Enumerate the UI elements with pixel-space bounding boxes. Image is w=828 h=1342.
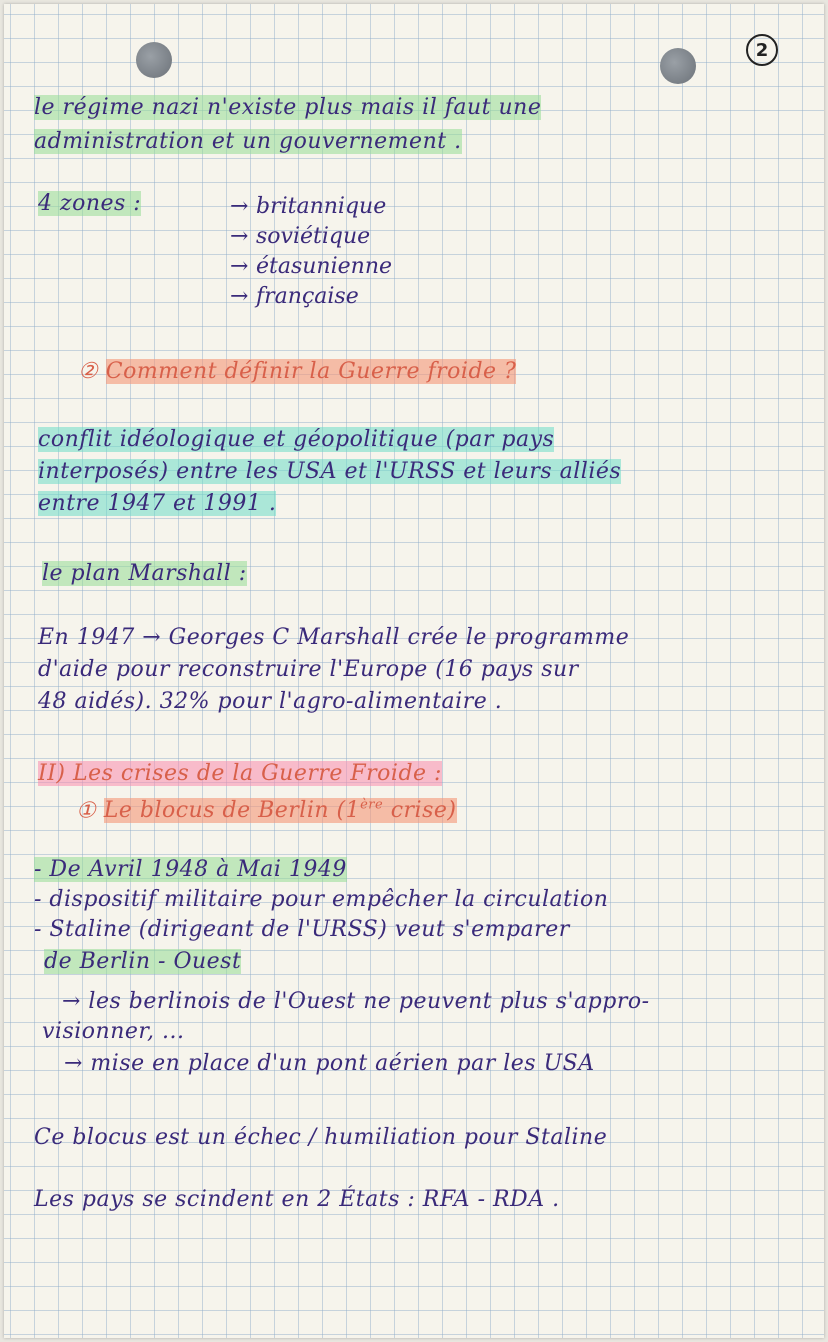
zone-item: → britannique <box>230 194 387 219</box>
marshall-line-3 <box>38 688 502 716</box>
intro-text-1: le régime nazi n'existe plus mais il faut une <box>34 95 542 120</box>
definition-line-2 <box>38 458 621 486</box>
part2-heading <box>38 760 442 788</box>
zones-list <box>230 192 392 312</box>
blocus-line-6 <box>42 1018 184 1046</box>
marshall-text-1: Georges C Marshall crée le programme <box>168 625 630 650</box>
punch-hole-left <box>136 42 172 78</box>
definition-text-3: entre 1947 et 1991 . <box>38 491 277 516</box>
blocus-line-5 <box>62 988 650 1016</box>
definition-line-1 <box>38 426 554 454</box>
zone-item-label: soviétique <box>256 224 371 249</box>
marshall-line-2 <box>38 656 579 684</box>
page-number: 2 <box>746 34 778 66</box>
marshall-heading <box>42 560 247 588</box>
marshall-text-3: 48 aidés). 32% pour l'agro-alimentaire . <box>38 689 503 714</box>
section2-heading <box>78 358 516 386</box>
blocus-dates-text: - De Avril 1948 à Mai 1949 <box>34 857 347 882</box>
zone-item-label: française <box>256 284 359 309</box>
blocus-text-2: - dispositif militaire pour empêcher la circulation <box>34 887 609 912</box>
blocus-line-4 <box>44 948 241 976</box>
blocus-text-9: Les pays se scindent en 2 États : RFA - RDA . <box>34 1187 560 1212</box>
zone-item: → étasunienne <box>230 254 393 279</box>
marshall-line-1: En 1947 → Georges C Marshall crée le programme <box>38 625 630 650</box>
zone-item-label: britannique <box>256 194 387 219</box>
section2-number: ② <box>78 359 99 384</box>
section2-title: Comment définir la Guerre froide ? <box>105 359 517 384</box>
part2-heading-text: II) Les crises de la Guerre Froide : <box>38 761 442 786</box>
zone-item: → française <box>230 284 359 309</box>
intro-text-2: administration et un gouvernement . <box>34 129 462 154</box>
blocus-text-8: Ce blocus est un échec / humiliation pour Staline <box>34 1125 608 1150</box>
part2-subheading <box>76 792 457 825</box>
intro-line-2 <box>34 128 462 156</box>
part2-subtitle-end: crise) <box>390 798 457 824</box>
definition-text-1: conflit idéologique et géopolitique (par pays <box>38 427 555 452</box>
part2-subtitle <box>104 798 457 823</box>
part2-subtitle-text: Le blocus de Berlin (1 <box>103 798 361 824</box>
zone-item: → soviétique <box>230 224 371 249</box>
blocus-text-7: → mise en place d'un pont aérien par les USA <box>64 1051 595 1076</box>
part2-subtitle-sup: ère <box>360 798 384 813</box>
notebook-page <box>4 4 824 1338</box>
blocus-text-3: - Staline (dirigeant de l'URSS) veut s'emparer <box>34 917 570 942</box>
zones-label <box>38 190 141 218</box>
blocus-split <box>34 1186 560 1214</box>
part2-subnumber: ① <box>76 798 97 824</box>
zones-label-text: 4 zones : <box>38 191 142 216</box>
punch-hole-right <box>660 48 696 84</box>
marshall-heading-text: le plan Marshall : <box>42 561 247 586</box>
blocus-conclusion <box>34 1124 607 1152</box>
blocus-text-6: visionner, ... <box>42 1019 185 1044</box>
blocus-line-3 <box>34 916 570 944</box>
marshall-text-2: d'aide pour reconstruire l'Europe (16 pays sur <box>38 657 579 682</box>
blocus-text-5: → les berlinois de l'Ouest ne peuvent plus s'appro- <box>62 989 650 1014</box>
definition-line-3 <box>38 490 276 518</box>
blocus-dates <box>34 856 347 884</box>
definition-text-2: interposés) entre les USA et l'URSS et leurs alliés <box>38 459 622 484</box>
blocus-text-4: de Berlin - Ouest <box>44 949 242 974</box>
intro-line-1 <box>34 94 541 122</box>
blocus-line-7 <box>64 1050 595 1078</box>
marshall-year: En 1947 <box>38 625 135 650</box>
zone-item-label: étasunienne <box>256 254 393 279</box>
blocus-line-2 <box>34 886 608 914</box>
